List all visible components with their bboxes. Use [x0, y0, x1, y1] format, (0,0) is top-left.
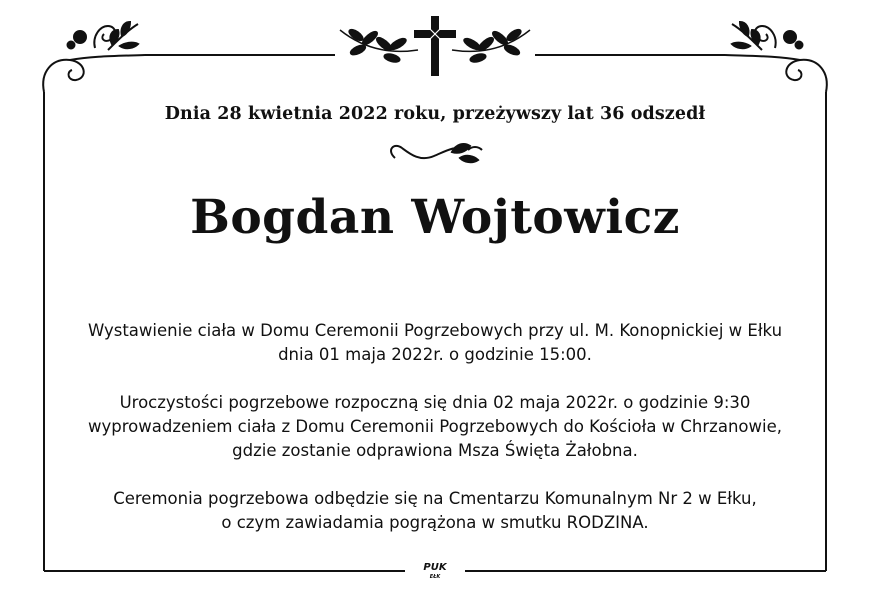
- paragraph-line: Wystawienie ciała w Domu Ceremonii Pogrzebowych przy ul. M. Konopnickiej w Ełku: [87, 321, 783, 340]
- logo-line-2: EŁK: [429, 574, 441, 580]
- laurel-branch-right-icon: [452, 28, 530, 64]
- paragraph-line: gdzie zostanie odprawiona Msza Święta Żałobna.: [232, 441, 638, 460]
- puk-elk-logo: [408, 564, 462, 581]
- corner-ornament-left-icon: [43, 22, 145, 92]
- paragraph-line: o czym zawiadamia pogrążona w smutku RODZINA.: [221, 513, 649, 532]
- laurel-branch-left-icon: [340, 28, 418, 64]
- paragraph-line: Ceremonia pogrzebowa odbędzie się na Cmentarzu Komunalnym Nr 2 w Ełku,: [113, 489, 757, 508]
- funeral-ceremony-paragraph: [0, 391, 870, 463]
- logo-line-1: PUK: [423, 562, 447, 573]
- paragraph-line: dnia 01 maja 2022r. o godzinie 15:00.: [278, 345, 592, 364]
- corner-ornament-right-icon: [725, 22, 827, 92]
- paragraph-line: wyprowadzeniem ciała z Domu Ceremonii Pogrzebowych do Kościoła w Chrzanowie,: [88, 417, 782, 436]
- death-announcement-intro: Dnia 28 kwietnia 2022 roku, przeżywszy lat 36 odszedł: [164, 104, 706, 124]
- viewing-paragraph: [0, 319, 870, 367]
- cross-icon: [414, 16, 456, 76]
- burial-paragraph: [0, 487, 870, 535]
- deceased-name: Bogdan Wojtowicz: [190, 190, 680, 245]
- flourish-icon: [391, 144, 482, 162]
- paragraph-line: Uroczystości pogrzebowe rozpoczną się dnia 02 maja 2022r. o godzinie 9:30: [119, 393, 751, 412]
